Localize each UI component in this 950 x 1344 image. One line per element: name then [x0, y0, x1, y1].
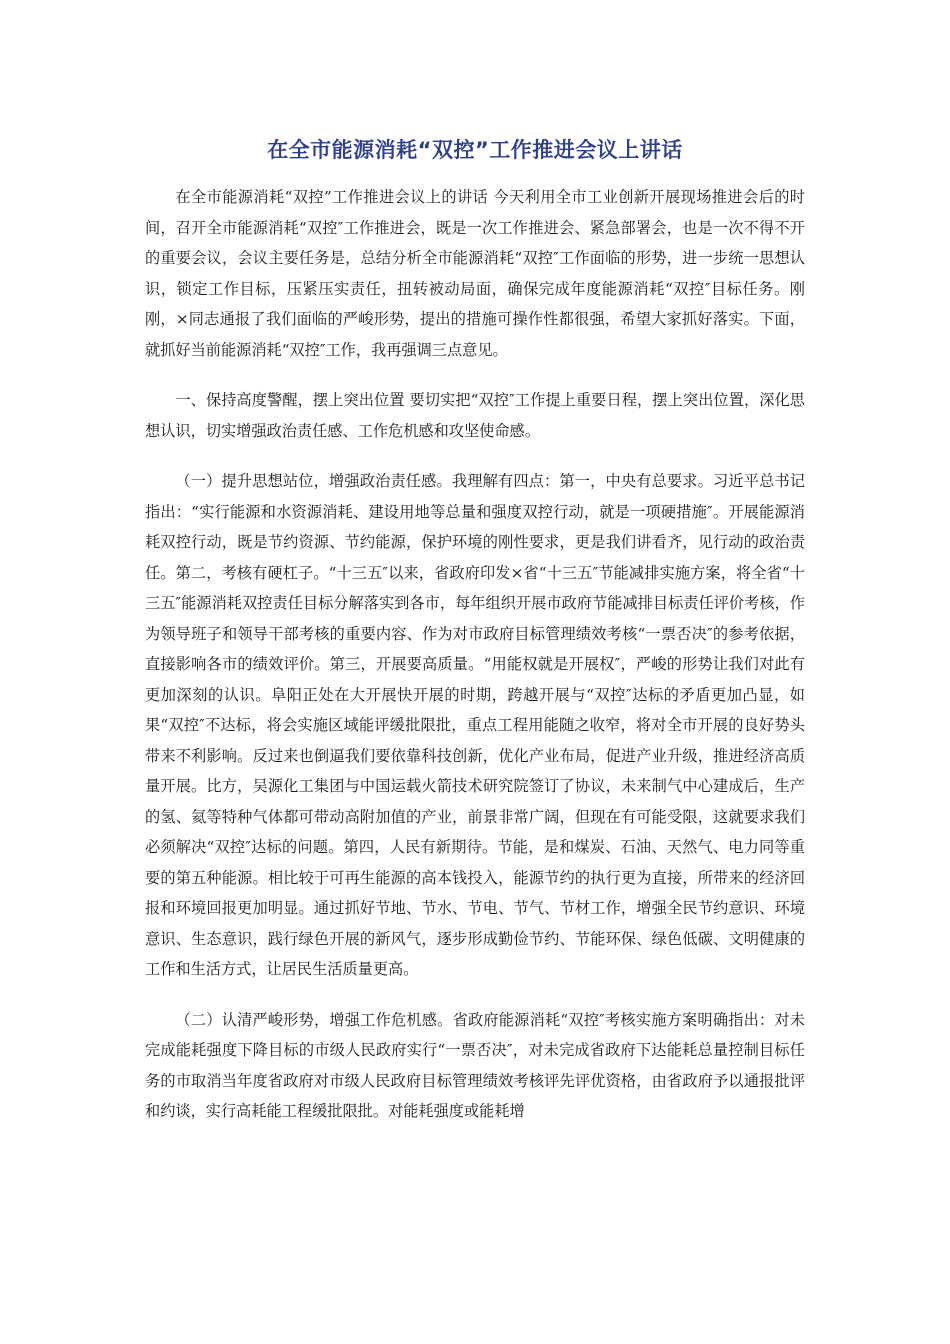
document-body [145, 182, 805, 1147]
document-title: 在全市能源消耗“双控”工作推进会议上讲话 [267, 138, 683, 162]
paragraph-subsection-two: （二）认清严峻形势，增强工作危机感。省政府能源消耗“双控″考核实施方案明确指出：对未完成能耗强度下降目标的市级人民政府实行“一票否决″，对未完成省政府下达能耗总量控制目标任务的市取消当年度省政府对市级人民政府目标管理绩效考核评先评优资格，由省政府予以通报批评和约谈，实行高耗能工程缓批限批。对能耗强度或能耗增 [145, 1010, 805, 1120]
paragraph-section-one: 一、保持高度警醒，摆上突出位置 要切实把“双控″工作提上重要日程，摆上突出位置，深化思想认识，切实增强政治责任感、工作危机感和攻坚使命感。 [145, 391, 805, 440]
paragraph-subsection-one: （一）提升思想站位，增强政治责任感。我理解有四点：第一，中央有总要求。习近平总书记指出：“实行能源和水资源消耗、建设用地等总量和强度双控行动，就是一项硬措施″。开展能源消耗双控行动，既是节约资源、节约能源，保护环境的刚性要求，更是我们讲看齐，见行动的政治责任。第二，考核有硬杠子。“十三五″以来，省政府印发×省“十三五″节能减排实施方案，将全省“十三五″能源消耗双控责任目标分解落实到各市，每年组织开展市政府节能减排目标责任评价考核，作为领导班子和领导干部考核的重要内容、作为对市政府目标管理绩效考核“一票否决″的参考依据，直接影响各市的绩效评价。第三，开展要高质量。“用能权就是开展权″，严峻的形势让我们对此有更加深刻的认识。阜阳正处在大开展快开展的时期，跨越开展与“双控″达标的矛盾更加凸显，如果“双控″不达标，将会实施区域能评缓批限批，重点工程用能随之收窄，将对全市开展的良好势头带来不利影响。反过来也倒逼我们要依靠科技创新，优化产业布局，促进产业升级，推进经济高质量开展。比方，吴源化工集团与中国运载火箭技术研究院签订了协议，未来制气中心建成后，生产的氢、氦等特种气体都可带动高附加值的产业，前景非常广阔，但现在有可能受限，这就要求我们必须解决“双控″达标的问题。第四，人民有新期待。节能，是和煤炭、石油、天然气、电力同等重要的第五种能源。相比较于可再生能源的高本钱投入，能源节约的执行更为直接，所带来的经济回报和环境回报更加明显。通过抓好节地、节水、节电、节气、节材工作，增强全民节约意识、环境意识、生态意识，践行绿色开展的新风气，逐步形成勤俭节约、节能环保、绿色低碳、文明健康的工作和生活方式，让居民生活质量更高。 [145, 472, 805, 978]
paragraph-intro: 在全市能源消耗“双控”工作推进会议上的讲话 今天利用全市工业创新开展现场推进会后的时间，召开全市能源消耗“双控″工作推进会，既是一次工作推进会、紧急部署会，也是一次不得不开的重要会议，会议主要任务是，总结分析全市能源消耗“双控″工作面临的形势，进一步统一思想认识，锁定工作目标，压紧压实责任，扭转被动局面，确保完成年度能源消耗“双控″目标任务。刚刚，×同志通报了我们面临的严峻形势，提出的措施可操作性都很强，希望大家抓好落实。下面，就抓好当前能源消耗“双控″工作，我再强调三点意见。 [145, 188, 805, 359]
